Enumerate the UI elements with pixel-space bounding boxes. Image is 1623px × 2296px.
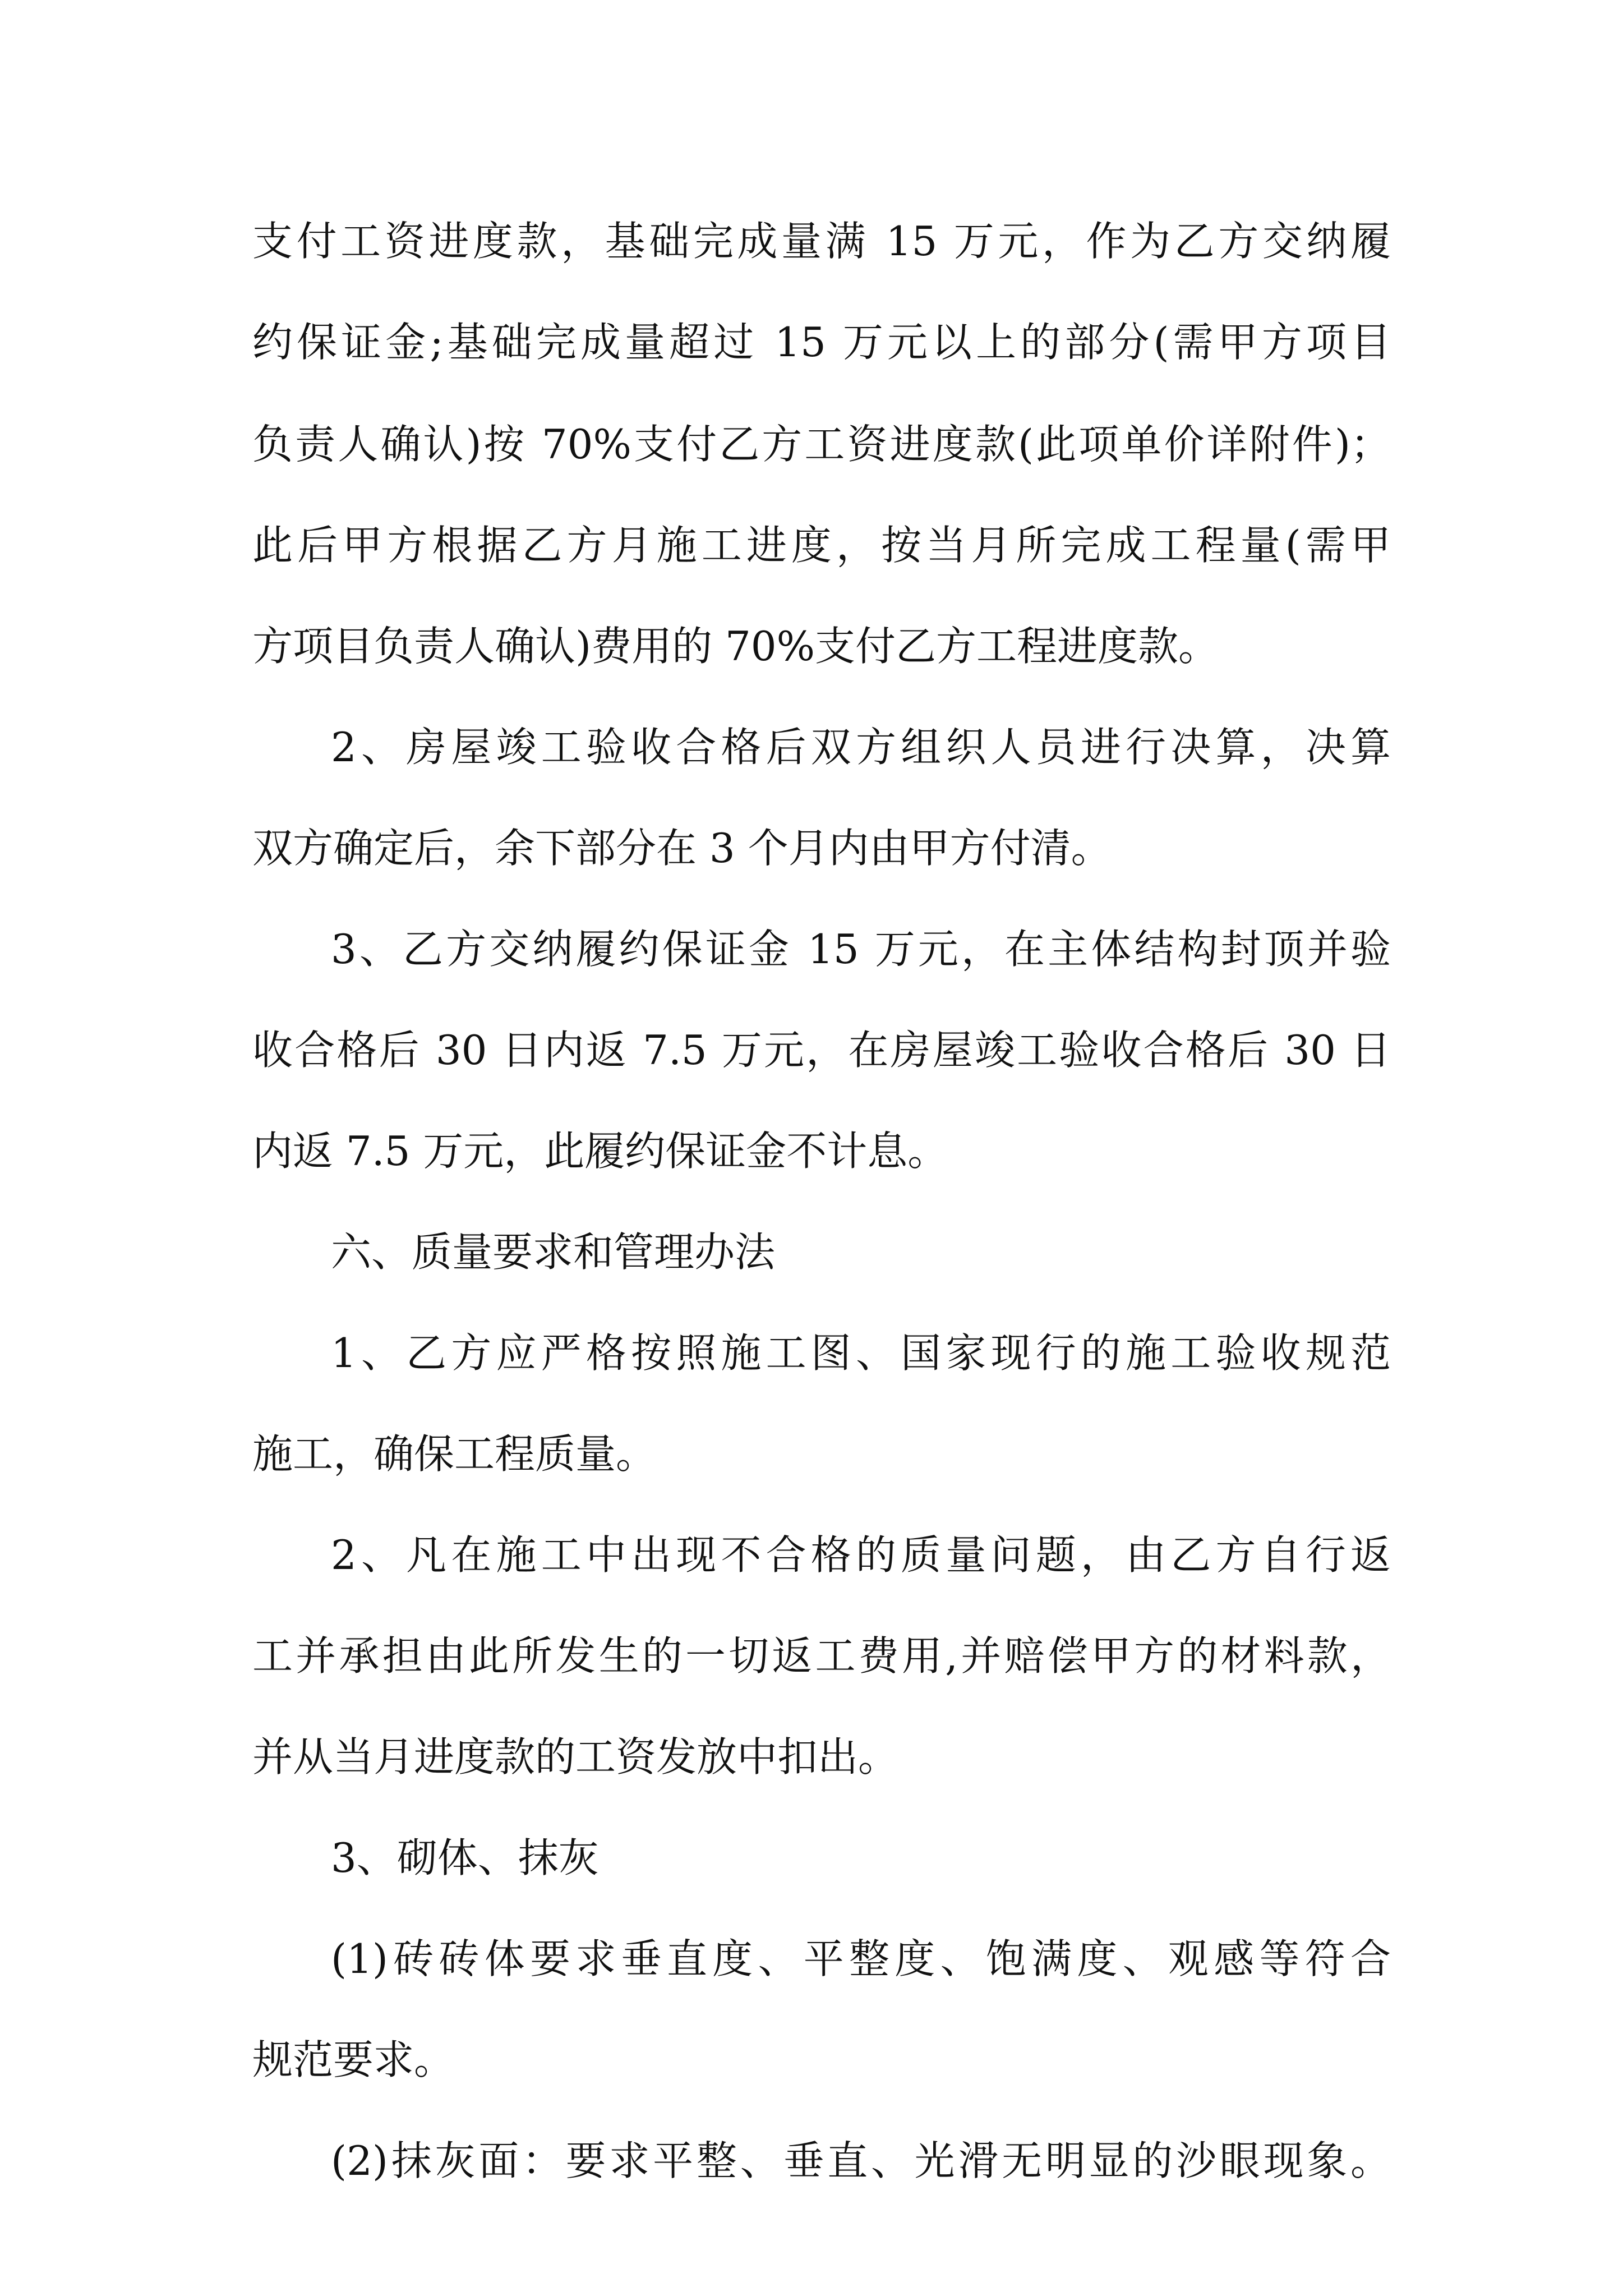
list-item-first-line: (1)砖砖体要求垂直度、平整度、饱满度、观感等符合 [331, 1935, 1391, 1982]
text-line: 双方确定后，余下部分在 3 个月内由甲方付清。 [252, 825, 1112, 872]
text-line: 方项目负责人确认)费用的 70%支付乙方工程进度款。 [252, 623, 1219, 670]
text-line: 并从当月进度款的工资发放中扣出。 [252, 1733, 899, 1780]
text-line: 约保证金;基础完成量超过 15 万元以上的部分(需甲方项目 [252, 319, 1391, 366]
section-heading: 六、质量要求和管理办法 [331, 1228, 776, 1276]
paragraph-first-line: 2、凡在施工中出现不合格的质量问题，由乙方自行返 [331, 1531, 1391, 1579]
paragraph-first-line: 2、房屋竣工验收合格后双方组织人员进行决算，决算 [331, 724, 1391, 771]
subsection-heading: 3、砌体、抹灰 [331, 1834, 599, 1881]
text-line: 规范要求。 [252, 2036, 455, 2083]
text-line: 负责人确认)按 70%支付乙方工资进度款(此项单价详附件)； [252, 421, 1391, 468]
text-line: 施工，确保工程质量。 [252, 1430, 657, 1478]
text-line: 工并承担由此所发生的一切返工费用,并赔偿甲方的材料款， [252, 1632, 1391, 1680]
text-line: 收合格后 30 日内返 7.5 万元，在房屋竣工验收合格后 30 日 [252, 1027, 1391, 1074]
paragraph-first-line: 3、乙方交纳履约保证金 15 万元，在主体结构封顶并验 [331, 926, 1391, 973]
text-line: 此后甲方根据乙方月施工进度，按当月所完成工程量(需甲 [252, 522, 1391, 569]
paragraph-first-line: 1、乙方应严格按照施工图、国家现行的施工验收规范 [331, 1329, 1391, 1377]
list-item-line: (2)抹灰面：要求平整、垂直、光滑无明显的沙眼现象。 [331, 2137, 1391, 2184]
text-line: 内返 7.5 万元，此履约保证金不计息。 [252, 1128, 948, 1175]
text-line: 支付工资进度款，基础完成量满 15 万元，作为乙方交纳履 [252, 218, 1391, 265]
